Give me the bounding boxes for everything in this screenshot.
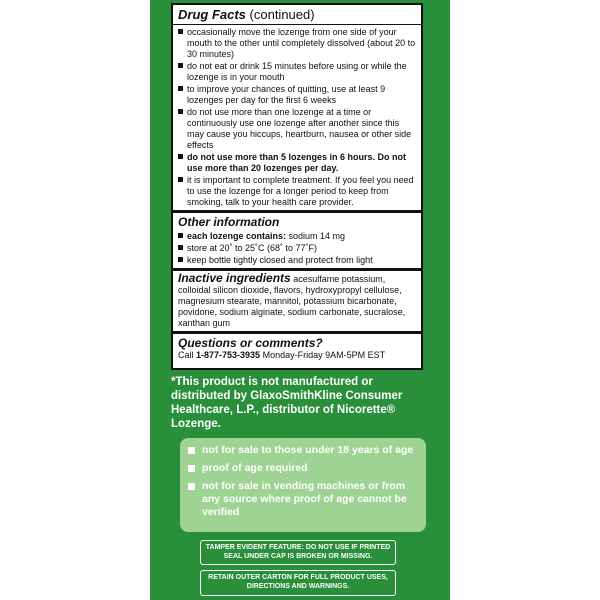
age-restriction-item: not for sale in vending machines or from any source where proof of age cannot be verified (188, 480, 418, 519)
questions-title: Questions or comments? (178, 336, 323, 350)
other-info-item: keep bottle tightly closed and protect from light (178, 255, 416, 266)
drug-facts-header (178, 7, 416, 23)
tamper-warning: TAMPER EVIDENT FEATURE: DO NOT USE IF PRINTED SEAL UNDER CAP IS BROKEN OR MISSING. (200, 540, 396, 565)
inactive-ingredients (178, 273, 416, 329)
inactive-list: acesulfame potassium, colloidal silicon dioxide, flavors, hydroxypropyl cellulose, magnesium stearate, mannitol, potassium bicarbonate, povidone, sodium alginate, sodium carbonate, sucralose, xanthan gum (178, 274, 406, 328)
directions-list (178, 27, 416, 208)
phone-number[interactable]: 1-877-753-3935 (196, 350, 261, 360)
section-divider (173, 331, 421, 334)
other-info-item (178, 231, 416, 242)
contact-hours: Monday-Friday 9AM-5PM EST (260, 350, 386, 360)
age-restriction-box (180, 438, 426, 532)
direction-item: occasionally move the lozenge from one side of your mouth to the other until completely dissolved (about 20 to 30 minutes) (178, 27, 416, 60)
drug-facts-panel (171, 3, 423, 370)
sodium-value: sodium 14 mg (286, 231, 346, 241)
call-prefix: Call (178, 350, 197, 360)
drug-facts-title: Drug Facts (178, 7, 246, 22)
age-restriction-item: proof of age required (188, 462, 418, 475)
divider (173, 24, 421, 25)
age-restriction-item: not for sale to those under 18 years of age (188, 444, 418, 457)
direction-item-limit: do not use more than 5 lozenges in 6 hours. Do not use more than 20 lozenges per day. (178, 152, 416, 174)
section-divider (173, 210, 421, 213)
direction-item: to improve your chances of quitting, use at least 9 lozenges per day for the first 6 weeks (178, 84, 416, 106)
lozenge-contains-label: each lozenge contains: (187, 231, 287, 241)
direction-item: it is important to complete treatment. If you feel you need to use the lozenge for a longer period to keep from smoking, talk to your health care provider. (178, 175, 416, 208)
manufacturer-notice: *This product is not manufactured or distributed by GlaxoSmithKline Consumer Healthcare, L.P., distributor of Nicorette® Lozenge. (171, 376, 403, 430)
other-info-item: store at 20˚ to 25˚C (68˚ to 77˚F) (178, 243, 416, 254)
direction-item: do not eat or drink 15 minutes before using or while the lozenge is in your mouth (178, 61, 416, 83)
direction-item: do not use more than one lozenge at a time or continuously use one lozenge after another since this may cause you hiccups, heartburn, nausea or other side effects (178, 107, 416, 151)
retain-carton-notice: RETAIN OUTER CARTON FOR FULL PRODUCT USES, DIRECTIONS AND WARNINGS. (200, 570, 396, 596)
other-info-title: Other information (178, 215, 280, 229)
inactive-title: Inactive ingredients (178, 271, 291, 285)
age-restriction-list (188, 444, 418, 519)
continued-label: (continued) (249, 7, 315, 22)
contact-line (178, 350, 416, 361)
other-info-list (178, 231, 416, 266)
